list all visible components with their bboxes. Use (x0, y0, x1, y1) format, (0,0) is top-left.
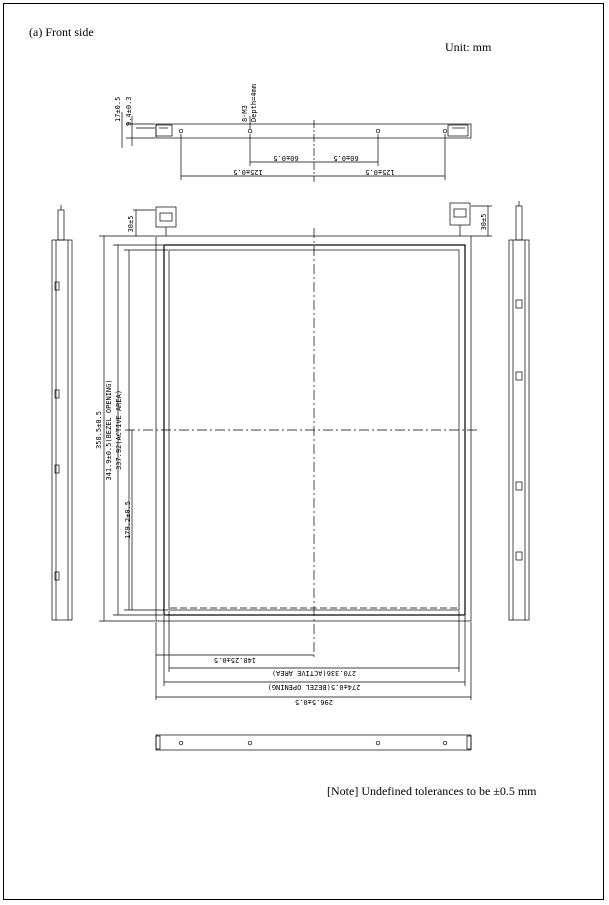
dim-height-total: 17±0.5 (114, 96, 122, 122)
bottom-view (156, 735, 471, 750)
dim-outer-width: 296.5±0.5 (295, 698, 333, 706)
dim-connector-left: 30±5 (127, 215, 135, 233)
screw-hole (179, 129, 183, 133)
top-view-body (156, 124, 471, 138)
unit-label: Unit: mm (445, 40, 492, 54)
screw-hole (443, 741, 447, 745)
screw-hole (443, 129, 447, 133)
dim-left-outer: 125±0.5 (233, 168, 263, 176)
top-view (122, 112, 471, 182)
dim-right-inner: 60±0.5 (333, 154, 359, 162)
dim-center-height: 179.2±0.5 (124, 501, 132, 539)
screw-depth-label: Depth=4mm (250, 84, 258, 122)
dim-center-width: 148.25±0.5 (213, 656, 257, 664)
tolerance-note: [Note] Undefined tolerances to be ±0.5 mm (327, 784, 537, 798)
screw-hole (248, 741, 252, 745)
screw-hole (376, 741, 380, 745)
dim-outer-height: 358.5±0.5 (95, 411, 103, 449)
left-connector-block (156, 125, 172, 136)
dim-connector-right: 30±5 (480, 213, 488, 231)
dim-right-outer: 125±0.5 (365, 168, 395, 176)
screw-spec-label: 8-M3 (241, 105, 249, 122)
dim-bezel-width: 274±0.5(BEZEL OPENING) (267, 683, 361, 691)
dim-left-inner: 60±0.5 (273, 154, 299, 162)
dim-active-height: 337.92(ACTIVE AREA) (115, 389, 123, 471)
dim-bezel-height: 341.9±0.5(BEZEL OPENING) (105, 379, 113, 481)
module-outline (156, 236, 471, 621)
left-side-view (52, 205, 72, 620)
screw-hole (179, 741, 183, 745)
dim-active-width: 270.336(ACTIVE AREA) (271, 669, 357, 677)
page-title: (a) Front side (29, 25, 94, 39)
left-connector (156, 207, 176, 227)
screw-hole (376, 129, 380, 133)
front-view (99, 203, 492, 700)
right-connector (450, 203, 470, 225)
right-connector-block (448, 125, 468, 136)
dim-height-inner: 9.4±0.3 (125, 96, 133, 126)
screw-hole (248, 129, 252, 133)
right-side-view (509, 201, 529, 620)
